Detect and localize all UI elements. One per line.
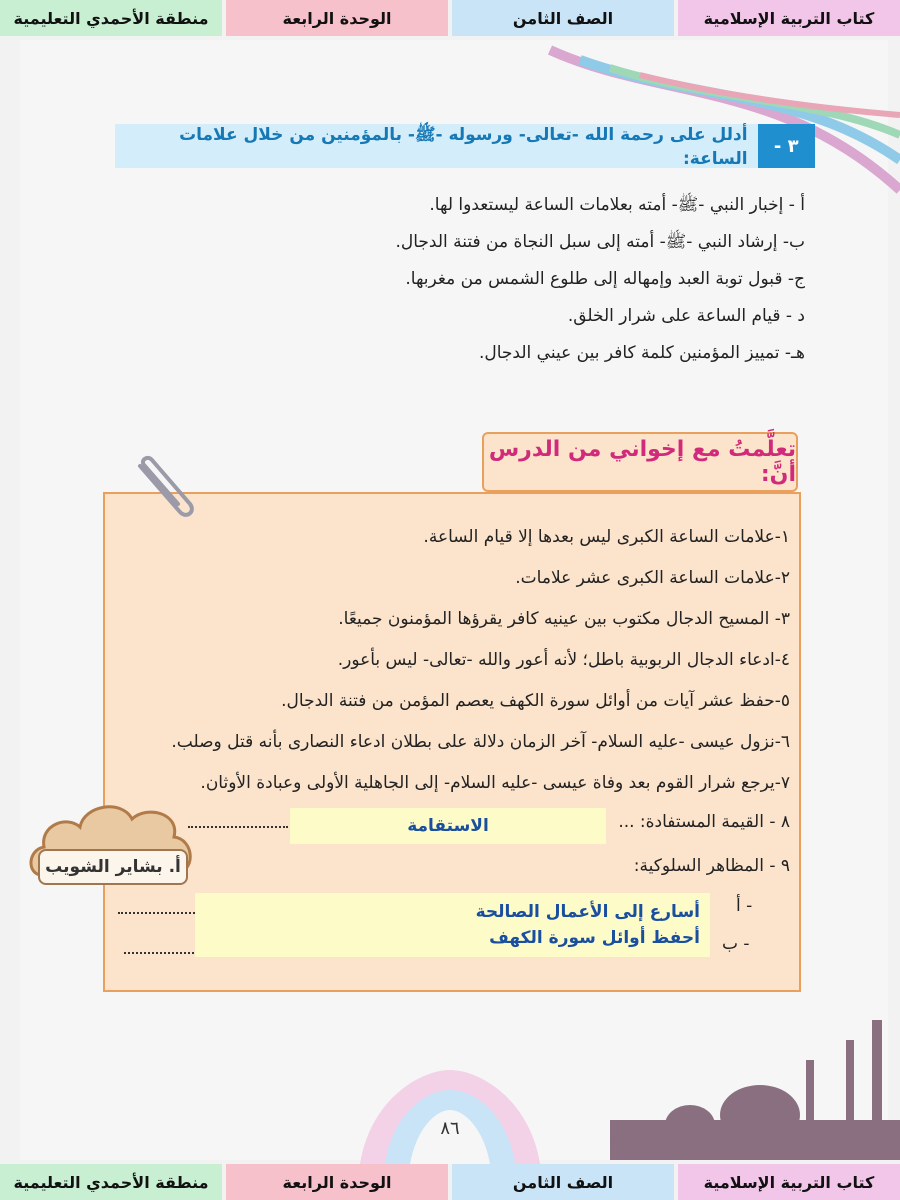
behavior-label: ٩ - المظاهر السلوكية: [633,856,790,876]
learned-item: ٢-علامات الساعة الكبرى عشر علامات. [515,568,790,588]
behavior-letter-a: أ - [736,896,753,916]
behavior-answer: أحفظ أوائل سورة الكهف [489,928,700,948]
fan-decoration-icon [330,1060,570,1164]
value-dots [188,826,288,828]
learned-item: ٥-حفظ عشر آيات من أوائل سورة الكهف يعصم المؤمن من فتنة الدجال. [281,691,790,711]
header-bar [0,0,900,36]
answer-line: د - قيام الساعة على شرار الخلق. [567,306,805,326]
learned-item: ٣- المسيح الدجال مكتوب بين عينيه كافر يقرؤها المؤمنون جميعًا. [338,609,790,629]
header-grade: الصف الثامن [452,0,674,36]
behavior-letter-b: ب - [722,934,750,954]
footer-region: منطقة الأحمدي التعليمية [0,1164,222,1200]
learned-item: ٦-نزول عيسى -عليه السلام- آخر الزمان دلالة على بطلان ادعاء النصارى بأنه قتل وصلب. [171,732,790,752]
behavior-answer: أسارع إلى الأعمال الصالحة [475,902,700,922]
learned-item: ٧-يرجع شرار القوم بعد وفاة عيسى -عليه السلام- إلى الجاهلية الأولى وعبادة الأوثان. [200,773,790,793]
footer-grade: الصف الثامن [452,1164,674,1200]
learned-items [110,520,790,807]
teacher-name: أ. بشاير الشويب [38,849,188,885]
question-3-answers [205,190,805,375]
learned-title: تعلَّمتُ مع إخواني من الدرس أنَّ: [482,432,798,492]
answer-line: ج- قبول توبة العبد وإمهاله إلى طلوع الشمس من مغربها. [405,269,805,289]
mosque-icon [610,1010,900,1160]
header-region: منطقة الأحمدي التعليمية [0,0,222,36]
footer-bar [0,1164,900,1200]
footer-book: كتاب التربية الإسلامية [678,1164,900,1200]
question-3-bar [115,124,815,168]
answer-line: هـ- تمييز المؤمنين كلمة كافر بين عيني الدجال. [478,343,805,363]
header-book: كتاب التربية الإسلامية [678,0,900,36]
footer-unit: الوحدة الرابعة [226,1164,448,1200]
question-prompt: أدلل على رحمة الله -تعالى- ورسوله -ﷺ- بالمؤمنين من خلال علامات الساعة: [179,124,748,169]
answer-line: أ - إخبار النبي -ﷺ- أمته بعلامات الساعة ليستعدوا لها. [429,195,805,215]
answer-line: ب- إرشاد النبي -ﷺ- أمته إلى سبل النجاة من فتنة الدجال. [395,232,805,252]
page-number: ٨٦ [440,1118,460,1139]
value-answer: الاستقامة [290,808,606,844]
value-label: ٨ - القيمة المستفادة: ... [618,812,790,832]
learned-item: ١-علامات الساعة الكبرى ليس بعدها إلا قيام الساعة. [423,527,790,547]
behavior-answers [195,893,710,957]
paperclip-icon [128,452,198,522]
behavior-dots [118,912,198,914]
header-unit: الوحدة الرابعة [226,0,448,36]
learned-item: ٤-ادعاء الدجال الربوبية باطل؛ لأنه أعور والله -تعالى- ليس بأعور. [337,650,790,670]
behavior-dots [124,952,198,954]
question-number: ٣ - [758,124,815,168]
